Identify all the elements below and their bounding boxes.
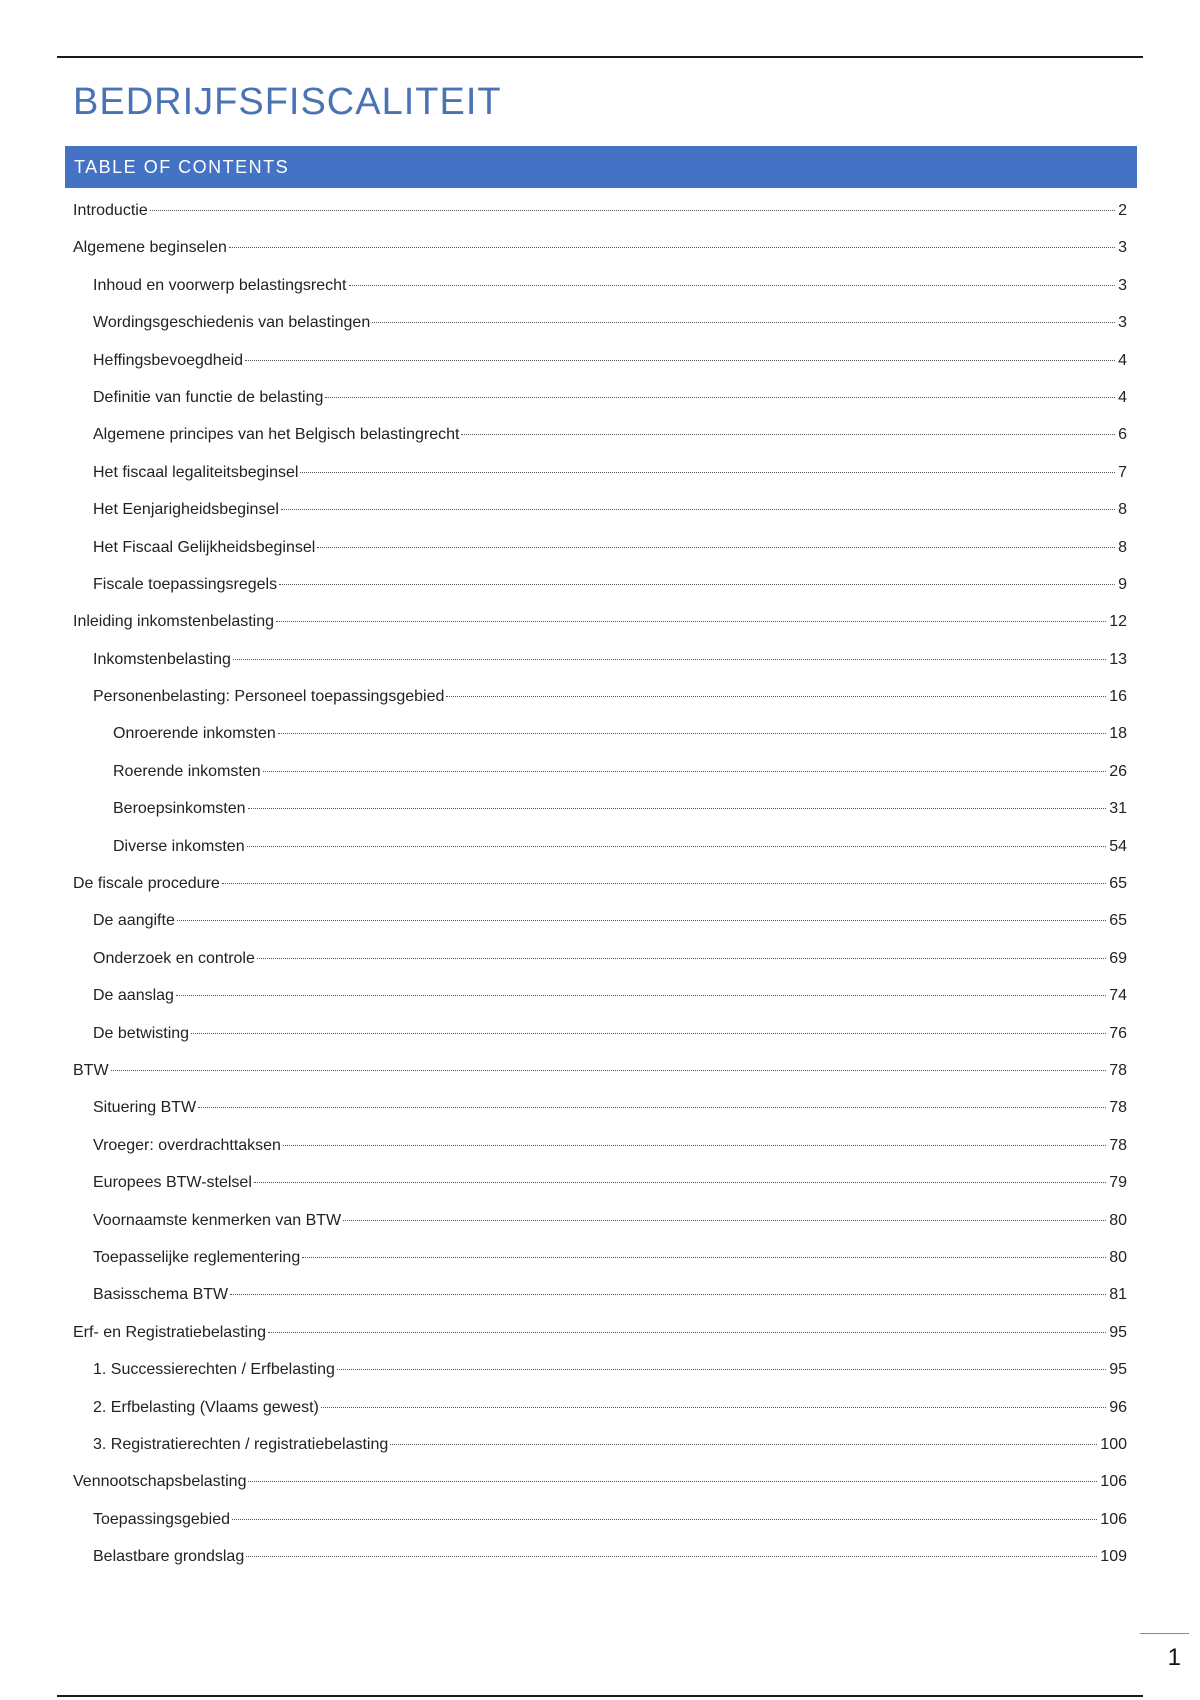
page-number: 1	[1167, 1644, 1181, 1671]
toc-entry-page: 96	[1109, 1398, 1127, 1416]
toc-entry-label: Wordingsgeschiedenis van belastingen	[93, 314, 371, 332]
toc-dot-leader	[317, 547, 1115, 548]
toc-entry-label: Het Fiscaal Gelijkheidsbeginsel	[93, 538, 316, 556]
toc-entry[interactable]	[73, 1314, 1127, 1351]
toc-entry[interactable]	[73, 678, 1127, 715]
toc-entry[interactable]	[73, 1463, 1127, 1500]
toc-entry-label: Erf- en Registratiebelasting	[73, 1323, 266, 1341]
toc-entry[interactable]	[73, 416, 1127, 453]
toc-entry-label: Definitie van functie de belasting	[93, 388, 324, 406]
toc-entry[interactable]	[73, 192, 1127, 229]
toc-entry-page: 106	[1100, 1473, 1127, 1491]
page-number-box	[1140, 1633, 1189, 1680]
toc-entry[interactable]	[73, 940, 1127, 977]
toc-dot-leader	[257, 958, 1106, 959]
toc-entry[interactable]	[73, 828, 1127, 865]
toc-dot-leader	[278, 733, 1106, 734]
toc-entry-label: Algemene principes van het Belgisch belastingrecht	[93, 426, 460, 444]
toc-entry-label: Inleiding inkomstenbelasting	[73, 613, 275, 631]
toc-entry-label: Vroeger: overdrachttaksen	[93, 1136, 281, 1154]
toc-dot-leader	[248, 1481, 1097, 1482]
toc-entry-label: Europees BTW-stelsel	[93, 1174, 252, 1192]
toc-entry-label: Toepasselijke reglementering	[93, 1248, 301, 1266]
toc-entry-page: 8	[1118, 538, 1127, 556]
toc-entry-page: 100	[1100, 1435, 1127, 1453]
toc-entry[interactable]	[73, 229, 1127, 266]
toc-dot-leader	[302, 1257, 1106, 1258]
toc-entry[interactable]	[73, 1501, 1127, 1538]
toc-dot-leader	[281, 509, 1115, 510]
toc-dot-leader	[150, 210, 1115, 211]
toc-entry-label: 1. Successierechten / Erfbelasting	[93, 1361, 335, 1379]
toc-entry[interactable]	[73, 379, 1127, 416]
toc-entry-label: De fiscale procedure	[73, 875, 220, 893]
document-title: BEDRIJFSFISCALITEIT	[73, 81, 502, 123]
toc-entry-page: 6	[1118, 426, 1127, 444]
toc-entry-page: 16	[1109, 688, 1127, 706]
toc-dot-leader	[198, 1107, 1106, 1108]
toc-entry[interactable]	[73, 865, 1127, 902]
toc-entry-page: 3	[1118, 239, 1127, 257]
toc-entry-page: 78	[1109, 1099, 1127, 1117]
toc-entry-label: Fiscale toepassingsregels	[93, 575, 278, 593]
toc-entry-label: Situering BTW	[93, 1099, 197, 1117]
toc-entry-page: 106	[1100, 1510, 1127, 1528]
toc-entry[interactable]	[73, 790, 1127, 827]
toc-dot-leader	[300, 472, 1115, 473]
toc-entry-page: 76	[1109, 1024, 1127, 1042]
toc-dot-leader	[446, 696, 1106, 697]
toc-dot-leader	[230, 1294, 1106, 1295]
toc-entry[interactable]	[73, 1351, 1127, 1388]
toc-entry-page: 3	[1118, 314, 1127, 332]
toc-entry-label: Voornaamste kenmerken van BTW	[93, 1211, 342, 1229]
toc-entry[interactable]	[73, 1015, 1127, 1052]
toc-entry-page: 95	[1109, 1361, 1127, 1379]
toc-entry[interactable]	[73, 529, 1127, 566]
toc-entry-label: Algemene beginselen	[73, 239, 227, 257]
toc-entry[interactable]	[73, 715, 1127, 752]
table-of-contents	[73, 192, 1127, 1575]
toc-entry[interactable]	[73, 454, 1127, 491]
toc-dot-leader	[325, 397, 1115, 398]
toc-entry-page: 4	[1118, 388, 1127, 406]
toc-entry-label: 2. Erfbelasting (Vlaams gewest)	[93, 1398, 319, 1416]
toc-entry-page: 78	[1109, 1061, 1127, 1079]
toc-entry-label: Inkomstenbelasting	[93, 650, 231, 668]
toc-entry-page: 26	[1109, 762, 1127, 780]
toc-entry-label: Belastbare grondslag	[93, 1548, 245, 1566]
toc-dot-leader	[229, 247, 1115, 248]
toc-entry-page: 69	[1109, 949, 1127, 967]
toc-entry-label: Het fiscaal legaliteitsbeginsel	[93, 463, 299, 481]
toc-entry-page: 65	[1109, 912, 1127, 930]
toc-entry-page: 12	[1109, 613, 1127, 631]
toc-entry-page: 9	[1118, 575, 1127, 593]
toc-entry[interactable]	[73, 1164, 1127, 1201]
toc-entry-label: Roerende inkomsten	[113, 762, 261, 780]
toc-entry-page: 65	[1109, 875, 1127, 893]
toc-dot-leader	[247, 846, 1107, 847]
toc-dot-leader	[111, 1070, 1107, 1071]
toc-entry-label: Basisschema BTW	[93, 1286, 229, 1304]
toc-entry-page: 54	[1109, 837, 1127, 855]
toc-dot-leader	[349, 285, 1116, 286]
toc-entry[interactable]	[73, 342, 1127, 379]
toc-dot-leader	[232, 1519, 1097, 1520]
toc-entry[interactable]	[73, 753, 1127, 790]
toc-dot-leader	[233, 659, 1106, 660]
toc-entry-page: 13	[1109, 650, 1127, 668]
toc-entry[interactable]	[73, 977, 1127, 1014]
toc-entry-label: Toepassingsgebied	[93, 1510, 230, 1528]
toc-dot-leader	[337, 1369, 1106, 1370]
toc-entry[interactable]	[73, 1089, 1127, 1126]
toc-entry[interactable]	[73, 1127, 1127, 1164]
toc-heading: TABLE OF CONTENTS	[74, 156, 290, 177]
toc-dot-leader	[191, 1033, 1106, 1034]
toc-dot-leader	[248, 808, 1107, 809]
toc-entry-label: Beroepsinkomsten	[113, 800, 246, 818]
toc-entry-label: 3. Registratierechten / registratiebelasting	[93, 1435, 389, 1453]
toc-entry-page: 18	[1109, 725, 1127, 743]
toc-dot-leader	[245, 360, 1115, 361]
toc-entry-page: 80	[1109, 1248, 1127, 1266]
toc-entry-page: 79	[1109, 1174, 1127, 1192]
toc-dot-leader	[176, 995, 1106, 996]
toc-entry-label: Heffingsbevoegdheid	[93, 351, 244, 369]
toc-dot-leader	[461, 434, 1115, 435]
toc-heading-bar	[65, 146, 1137, 188]
toc-entry-page: 3	[1118, 276, 1127, 294]
toc-dot-leader	[177, 920, 1106, 921]
toc-entry[interactable]	[73, 1538, 1127, 1575]
header-rule	[57, 56, 1143, 58]
toc-entry-page: 7	[1118, 463, 1127, 481]
toc-entry-page: 31	[1109, 800, 1127, 818]
toc-entry[interactable]	[73, 1276, 1127, 1313]
toc-entry-label: BTW	[73, 1061, 109, 1079]
toc-dot-leader	[343, 1220, 1106, 1221]
toc-entry[interactable]	[73, 566, 1127, 603]
toc-entry-label: Onderzoek en controle	[93, 949, 255, 967]
toc-entry-page: 2	[1118, 202, 1127, 219]
toc-entry-label: Vennootschapsbelasting	[73, 1473, 247, 1491]
toc-dot-leader	[246, 1556, 1097, 1557]
toc-dot-leader	[372, 322, 1115, 323]
toc-entry-page: 4	[1118, 351, 1127, 369]
toc-entry-label: De aanslag	[93, 987, 174, 1005]
toc-entry[interactable]	[73, 641, 1127, 678]
toc-entry-page: 95	[1109, 1323, 1127, 1341]
toc-entry[interactable]	[73, 603, 1127, 640]
toc-entry[interactable]	[73, 491, 1127, 528]
toc-dot-leader	[268, 1332, 1106, 1333]
toc-entry-page: 109	[1100, 1548, 1127, 1566]
toc-entry[interactable]	[73, 304, 1127, 341]
footer-rule	[57, 1695, 1143, 1697]
toc-entry-label: Diverse inkomsten	[113, 837, 245, 855]
toc-dot-leader	[263, 771, 1107, 772]
toc-entry-page: 8	[1118, 501, 1127, 519]
toc-entry-page: 78	[1109, 1136, 1127, 1154]
toc-entry-label: Onroerende inkomsten	[113, 725, 276, 743]
toc-entry[interactable]	[73, 267, 1127, 304]
toc-entry-label: De aangifte	[93, 912, 175, 930]
toc-entry[interactable]	[73, 1052, 1127, 1089]
toc-entry[interactable]	[73, 1426, 1127, 1463]
toc-entry-label: Inhoud en voorwerp belastingsrecht	[93, 276, 347, 294]
toc-dot-leader	[279, 584, 1115, 585]
toc-dot-leader	[254, 1182, 1106, 1183]
toc-dot-leader	[276, 621, 1106, 622]
toc-entry-page: 80	[1109, 1211, 1127, 1229]
toc-entry[interactable]	[73, 1389, 1127, 1426]
toc-dot-leader	[222, 883, 1106, 884]
toc-entry-page: 81	[1109, 1286, 1127, 1304]
toc-dot-leader	[390, 1444, 1097, 1445]
toc-entry-label: Introductie	[73, 202, 148, 219]
toc-entry-page: 74	[1109, 987, 1127, 1005]
toc-dot-leader	[321, 1407, 1106, 1408]
toc-dot-leader	[283, 1145, 1106, 1146]
toc-entry-label: Het Eenjarigheidsbeginsel	[93, 501, 279, 519]
toc-entry-label: Personenbelasting: Personeel toepassingsgebied	[93, 688, 445, 706]
toc-entry[interactable]	[73, 1202, 1127, 1239]
toc-entry[interactable]	[73, 1239, 1127, 1276]
toc-entry[interactable]	[73, 902, 1127, 939]
toc-entry-label: De betwisting	[93, 1024, 190, 1042]
